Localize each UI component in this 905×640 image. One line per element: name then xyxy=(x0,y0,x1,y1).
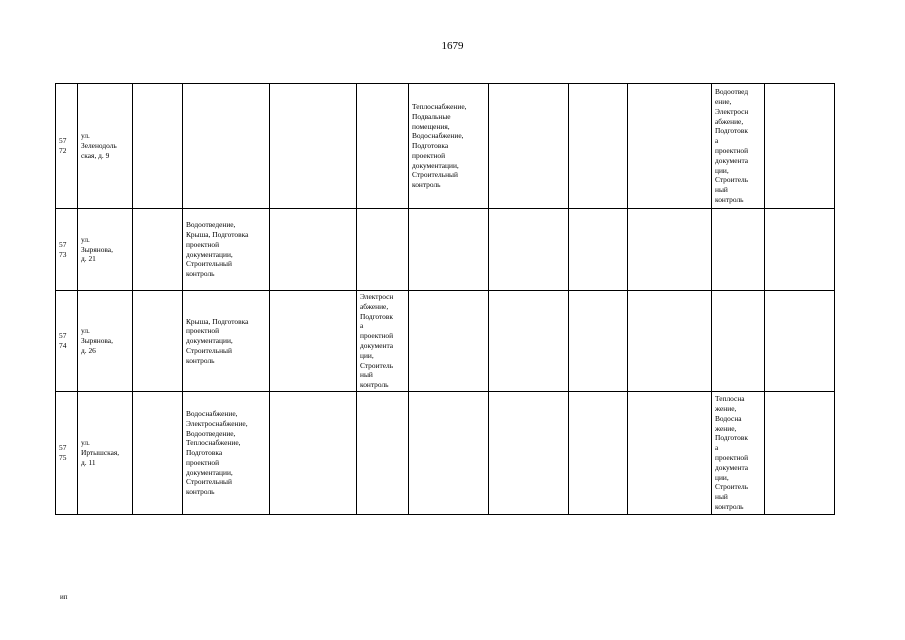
cell xyxy=(569,291,628,392)
cell xyxy=(489,84,569,209)
cell xyxy=(569,84,628,209)
cell xyxy=(183,84,270,209)
cell xyxy=(765,291,835,392)
row-number: 57 75 xyxy=(59,443,67,462)
cell xyxy=(712,209,765,291)
cell xyxy=(628,84,712,209)
works-text: Водоснабжение, Электроснабжение, Водоотведение, Теплоснабжение, Подготовка проектной документации, Строительный контроль xyxy=(186,409,248,497)
works-text: Электросн абжение, Подготовк а проектной документа ции, Строитель ный контроль xyxy=(360,292,394,390)
address: ул. Зырянова, д. 21 xyxy=(81,234,113,264)
works-cell xyxy=(183,209,270,291)
cell xyxy=(270,209,357,291)
table-row xyxy=(56,392,835,515)
cell xyxy=(270,392,357,515)
address: ул. Зеленодоль ская, д. 9 xyxy=(81,131,117,160)
works-text: Водоотведение, Крыша, Подготовка проектной документации, Строительный контроль xyxy=(186,220,249,279)
works-cell xyxy=(183,291,270,392)
cell xyxy=(357,209,409,291)
works-text: Крыша, Подготовка проектной документации, Строительный контроль xyxy=(186,316,249,365)
works-cell xyxy=(357,291,409,392)
cell xyxy=(569,392,628,515)
cell xyxy=(489,291,569,392)
table-row xyxy=(56,84,835,209)
works-cell xyxy=(712,84,765,209)
works-text: Водоотвед ение, Электросн абжение, Подготовк а проектной документа ции, Строитель ный контроль xyxy=(715,87,749,204)
address-cell xyxy=(78,291,133,392)
works-cell xyxy=(712,392,765,515)
table-row xyxy=(56,209,835,291)
address-cell xyxy=(78,209,133,291)
capital-repair-table xyxy=(55,83,835,515)
page-number: 1679 xyxy=(441,40,464,52)
cell xyxy=(270,291,357,392)
works-text: Теплосна жение, Водосна жение, Подготовк а проектной документа ции, Строитель ный контроль xyxy=(715,394,749,511)
cell xyxy=(765,209,835,291)
cell xyxy=(133,209,183,291)
cell xyxy=(712,291,765,392)
cell xyxy=(357,392,409,515)
row-number: 57 73 xyxy=(59,239,67,259)
cell xyxy=(270,84,357,209)
table-row xyxy=(56,291,835,392)
address: ул. Зырянова, д. 26 xyxy=(81,326,113,355)
cell xyxy=(409,209,489,291)
cell xyxy=(133,84,183,209)
cell xyxy=(628,291,712,392)
cell xyxy=(133,392,183,515)
cell xyxy=(569,209,628,291)
cell xyxy=(765,392,835,515)
cell xyxy=(409,392,489,515)
row-number: 57 72 xyxy=(59,136,67,155)
cell xyxy=(628,209,712,291)
address: ул. Иртышская, д. 11 xyxy=(81,438,120,467)
cell xyxy=(357,84,409,209)
row-number-cell xyxy=(56,392,78,515)
cell xyxy=(765,84,835,209)
row-number: 57 74 xyxy=(59,331,67,350)
footer-mark: ип xyxy=(60,593,68,601)
row-number-cell xyxy=(56,84,78,209)
address-cell xyxy=(78,84,133,209)
row-number-cell xyxy=(56,209,78,291)
works-cell xyxy=(183,392,270,515)
cell xyxy=(133,291,183,392)
address-cell xyxy=(78,392,133,515)
cell xyxy=(489,209,569,291)
works-cell xyxy=(409,84,489,209)
row-number-cell xyxy=(56,291,78,392)
cell xyxy=(409,291,489,392)
cell xyxy=(489,392,569,515)
cell xyxy=(628,392,712,515)
works-text: Теплоснабжение, Подвальные помещения, Водоснабжение, Подготовка проектной документации, Строительный контроль xyxy=(412,102,467,190)
